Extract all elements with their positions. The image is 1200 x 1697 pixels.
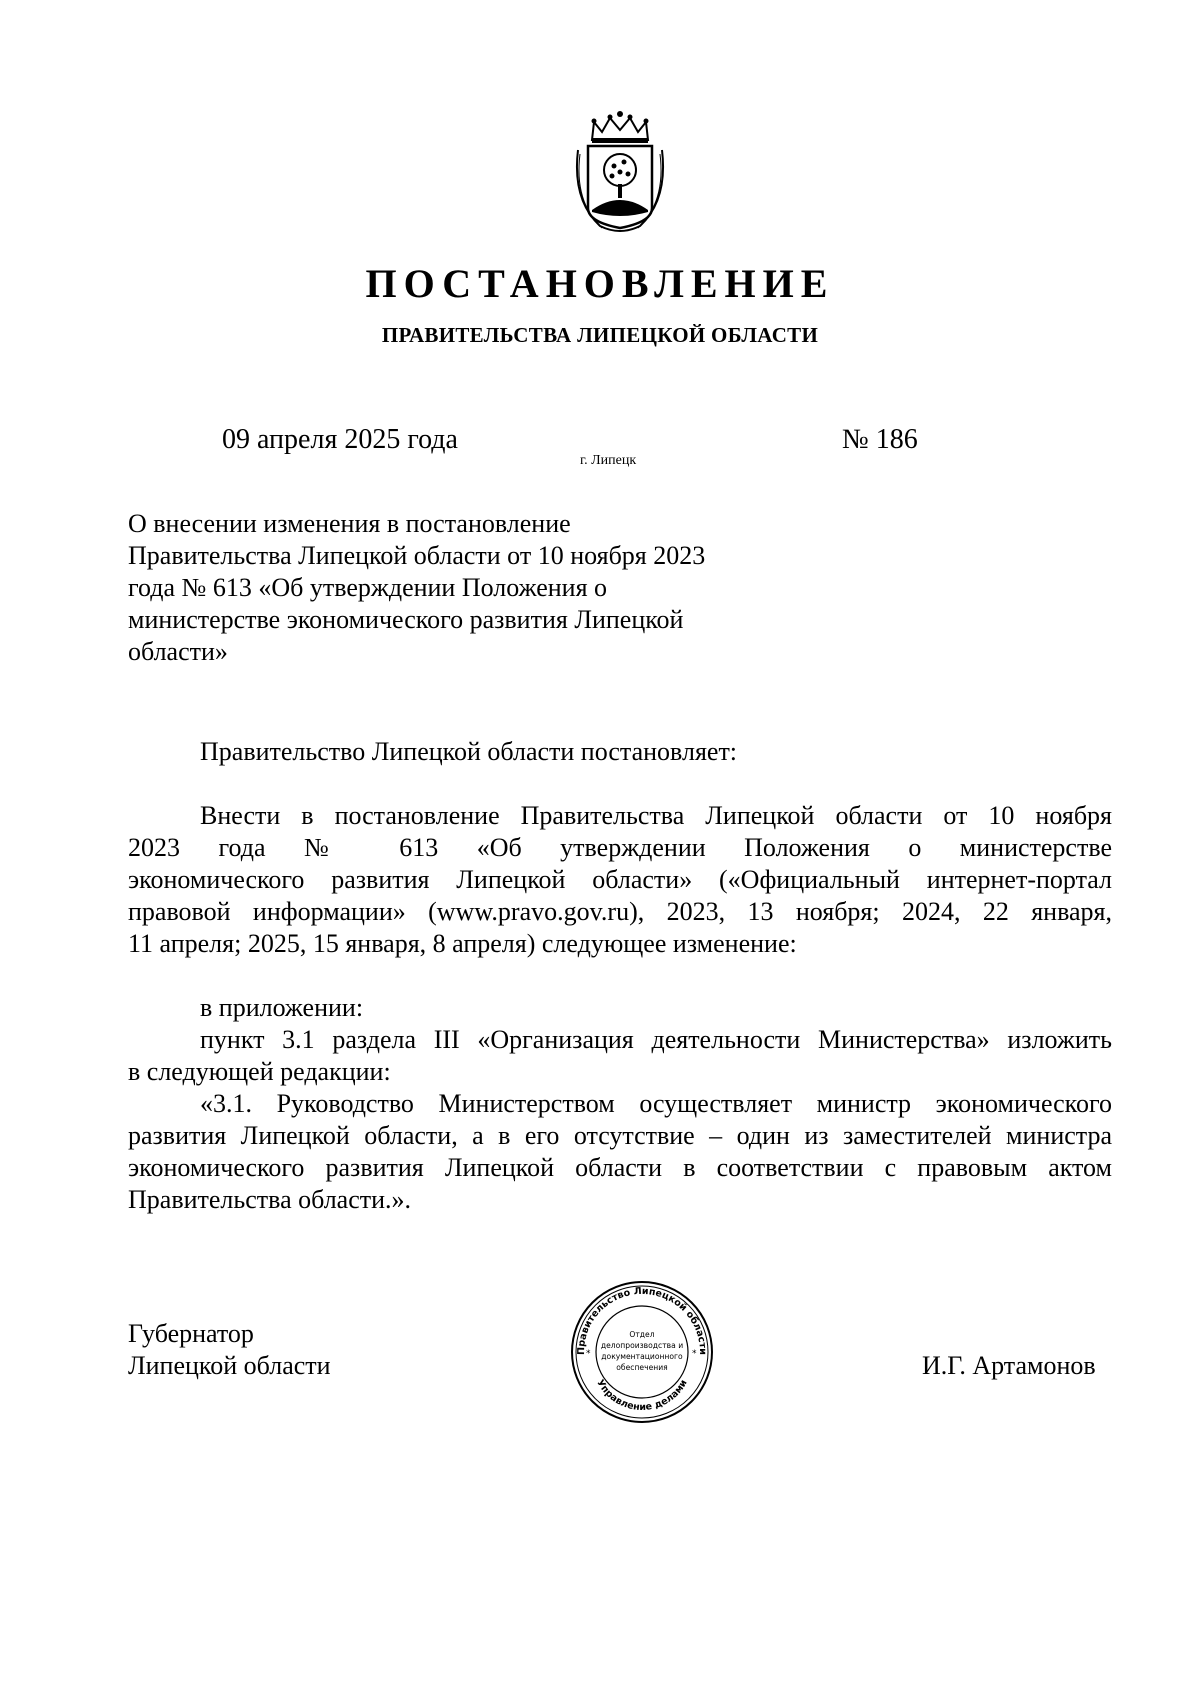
document-subtitle: ПРАВИТЕЛЬСТВА ЛИПЕЦКОЙ ОБЛАСТИ [381,323,819,347]
document-number: № 186 [842,424,918,455]
subject-line: Правительства Липецкой области от 10 ноября 2023 [128,541,706,570]
position-line: Липецкой области [128,1351,331,1380]
paragraph-line: экономического развития Липецкой области в соответствии с правовым актом [128,1153,1112,1182]
stamp-bottom-text: Управление делами [594,1377,690,1414]
stamp-star-icon: * [586,1349,591,1359]
document-date: 09 апреля 2025 года [222,424,458,455]
amendment-paragraph [128,800,1112,960]
paragraph-line: правовой информации» (www.pravo.gov.ru), 2023, 13 ноября; 2024, 22 января, [128,897,1112,926]
paragraph-line: экономического развития Липецкой области» («Официальный интернет-портал [128,865,1112,894]
coat-of-arms-icon [570,110,670,238]
paragraph-line: 2023 года № 613 «Об утверждении Положения о министерстве [128,833,1112,862]
paragraph-line: «3.1. Руководство Министерством осуществляет министр экономического [200,1089,1112,1118]
paragraph-line: пункт 3.1 раздела III «Организация деятельности Министерства» изложить [200,1025,1112,1054]
stamp-inner-line: документационного [601,1352,683,1361]
official-stamp [570,1280,714,1424]
position-line: Губернатор [128,1319,254,1348]
preamble-text: Правительство Липецкой области постановляет: [200,737,738,766]
subject-line: года № 613 «Об утверждении Положения о [128,573,608,602]
appendix-paragraph [128,992,1112,1216]
document-city: г. Липецк [580,453,637,468]
paragraph-line: развития Липецкой области, а в его отсутствие – один из заместителей министра [128,1121,1112,1150]
document-title: ПОСТАНОВЛЕНИЕ [365,261,835,306]
signatory-name: И.Г. Артамонов [922,1351,1096,1380]
subject-line: области» [128,637,228,666]
paragraph-line: в следующей редакции: [128,1057,391,1086]
subject-line: О внесении изменения в постановление [128,509,571,538]
paragraph-line: Правительства области.». [128,1185,412,1214]
signatory-position [128,1318,331,1382]
stamp-inner-line: делопроизводства и [600,1341,684,1350]
paragraph-line: 11 апреля; 2025, 15 января, 8 апреля) следующее изменение: [128,929,797,958]
stamp-inner-line: обеспечения [616,1363,668,1372]
subject-line: министерстве экономического развития Липецкой [128,605,684,634]
stamp-star-icon: * [692,1349,697,1359]
paragraph-line: Внести в постановление Правительства Липецкой области от 10 ноября [200,801,1112,830]
stamp-inner-line: Отдел [629,1330,655,1339]
document-subject [128,508,768,668]
stamp-outer-text: Правительство Липецкой области [575,1285,709,1356]
preamble-paragraph [128,736,1112,768]
appendix-text: в приложении: [200,993,364,1022]
